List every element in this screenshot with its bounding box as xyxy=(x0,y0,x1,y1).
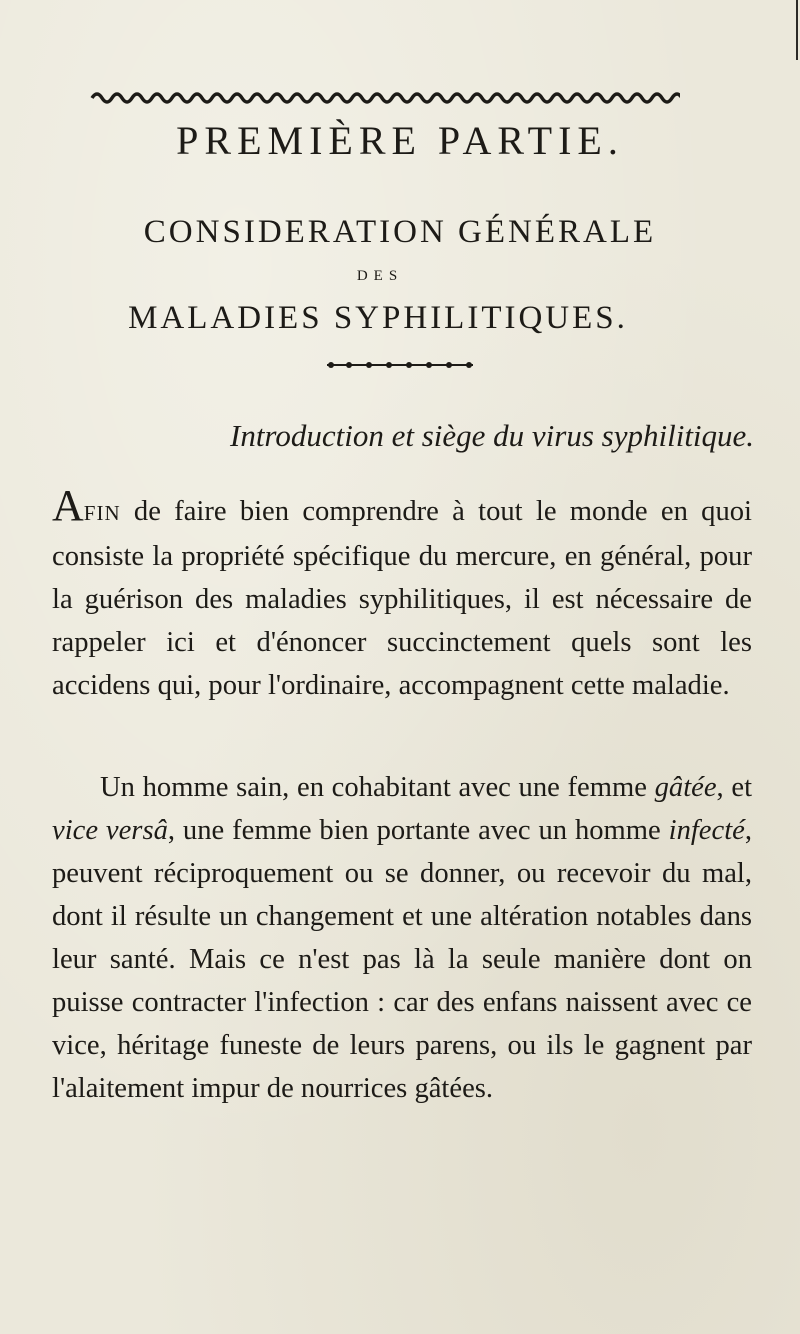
title-des: DES xyxy=(356,268,404,284)
page-edge-line xyxy=(796,0,798,60)
paragraph-2-text-c: , une femme bien portante avec un homme xyxy=(167,815,669,846)
drop-cap: A xyxy=(52,481,84,530)
paragraph-2-text-b: , et xyxy=(716,772,753,803)
italic-word-infecte: infecté xyxy=(668,815,745,846)
paragraph-1 xyxy=(52,481,752,707)
paragraph-2-text-d: , peuvent réciproquement ou se donner, ou recevoir du mal, dont il résulte un changement et une altération notables dans leur santé. Mais ce n'est pas là la seule manière dont on puisse contracter l'infection : car des enfans naissent avec ce vice, héritage funeste de leurs parens, ou ils le gagnent par l'alaitement impur de nourrices gâtées. xyxy=(52,815,752,1104)
title-line-2: MALADIES SYPHILITIQUES. xyxy=(128,300,628,336)
section-title: Introduction et siège du virus syphilitique. xyxy=(230,418,755,453)
italic-phrase-vice-versa: vice versâ xyxy=(52,815,168,846)
italic-word-gatee: gâtée xyxy=(654,772,717,803)
paragraph-2 xyxy=(52,766,752,1110)
paragraph-2-text-a: Un homme sain, en cohabitant avec une femme xyxy=(100,772,655,803)
decorative-rule xyxy=(325,360,475,370)
part-heading: PREMIÈRE PARTIE. xyxy=(176,118,624,163)
small-caps-word: FIN xyxy=(83,501,121,525)
paragraph-1-text: de faire bien comprendre à tout le monde en quoi consiste la propriété spécifique du mercure, en général, pour la guérison des maladies syphilitiques, il est nécessaire de rappeler ici et d'énoncer succinctement quels sont les accidens qui, pour l'ordinaire, accompagnent cette maladie. xyxy=(52,496,752,701)
title-line-1: CONSIDERATION GÉNÉRALE xyxy=(143,214,657,250)
ornamental-border xyxy=(90,88,680,106)
